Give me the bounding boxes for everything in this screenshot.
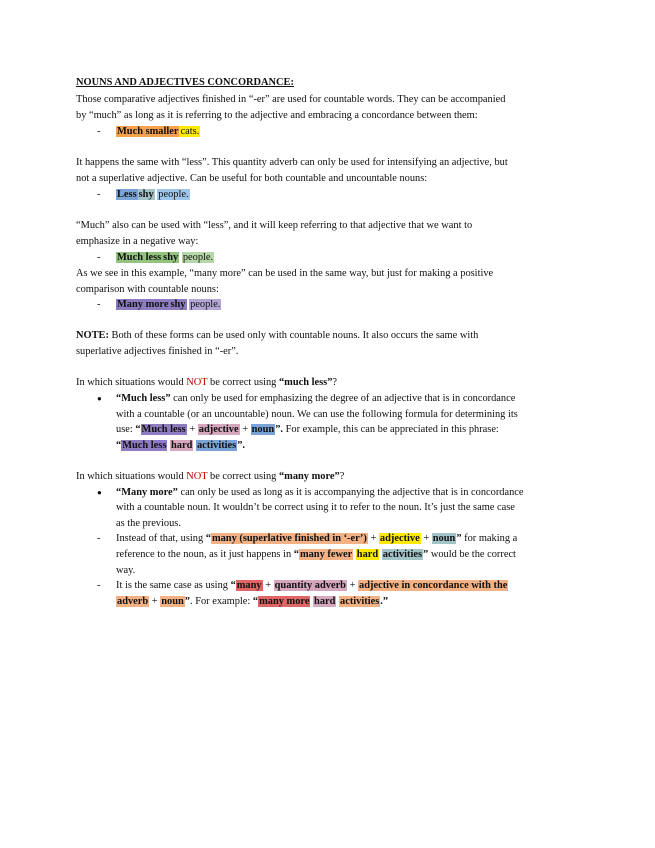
paragraph-line: comparison with countable nouns: — [76, 284, 219, 295]
document-title: NOUNS AND ADJECTIVES CONCORDANCE: — [76, 77, 294, 88]
formula-term: adjective — [198, 424, 239, 435]
highlight-term: Many more — [117, 299, 169, 310]
bullet-marker: ● — [97, 394, 102, 403]
not-emphasis: NOT — [186, 471, 208, 482]
paragraph-line: by “much” as long as it is referring to the adjective and embracing a concordance between them: — [76, 110, 478, 121]
document-page: NOUNS AND ADJECTIVES CONCORDANCE: Those comparative adjectives finished in “-er” are used for countable words. They can be accompanied by “much” as long as it is referring to the adjective and embracing a concordance between them: - Much smaller cats. It happens the same with “less”. This quantity adverb can only be used for intensifying an adjective, but not a superlative adjective. Can be useful for both countable and uncountable nouns: - Less shy people. “Much” also can be used with “less”, and it will keep referring to that adjective that we want to emphasize in a negative way: - Much less shy people. As we see in this example, “many more” can be used in the same way, but just for making a positive comparison with countable nouns: - Many more shy people. NOTE: Both of these forms can be used only with countable nouns. It also occurs the same with superlative adjectives finished in “-er”. In which situations would NOT be correct using “much less”? ● “Much less” can only be used for emphasizing the degree of an adjective that is in concordance with a countable (or an uncountable) noun. We can use the following formula for determining its use: “Much less + adjective + noun”. For example, this can be appreciated in this phrase: “Much less hard activities”. In which situations would NOT be correct using “many more”? ● “Many more” can only be used as long as it is accompanying the adjective that is in concordance with a countable noun. It wouldn’t be correct using it to refer to the noun. It’s just the same case as the previous. - Instead of that, using “many (superlative finished in ‘-er’) + adjective + noun” for making a reference to the noun, as it just happens in “many fewer hard activities” would be the correct way. - It is the same case as using “many + quantity adverb + adjective in concordance with the adverb + noun”. For example: “many more hard activities.” — [76, 77, 524, 607]
highlight-term: Much smaller — [117, 126, 179, 137]
formula-term: noun — [161, 596, 184, 607]
highlight-term: shy — [138, 189, 154, 200]
paragraph-line: It happens the same with “less”. This quantity adverb can only be used for intensifying an adjective, but — [76, 157, 508, 168]
highlight-term: people. — [190, 299, 221, 310]
question-heading: In which situations would NOT be correct using “much less”? — [76, 377, 338, 388]
highlight-term: people. — [158, 189, 189, 200]
dash-marker: - — [97, 533, 101, 544]
paragraph-line: “Much” also can be used with “less”, and it will keep referring to that adjective that we want to — [76, 220, 473, 231]
bullet-marker: ● — [97, 488, 102, 497]
highlight-term: people. — [182, 252, 214, 263]
example-term: hard — [170, 440, 193, 451]
paragraph-line: As we see in this example, “many more” can be used in the same way, but just for making a positive — [76, 268, 494, 279]
dash-marker: - — [97, 126, 101, 137]
highlight-term: Less — [117, 189, 137, 200]
highlight-term: shy — [163, 252, 179, 263]
formula-term: adjective in concordance with the — [359, 580, 508, 591]
formula-term: quantity adverb — [274, 580, 346, 591]
note-line: superlative adjectives finished in “-er”. — [76, 346, 239, 357]
dash-marker: - — [97, 580, 101, 591]
note-line: NOTE: Both of these forms can be used only with countable nouns. It also occurs the same with — [76, 330, 479, 341]
paragraph-line: not a superlative adjective. Can be useful for both countable and uncountable nouns: — [76, 173, 428, 184]
formula-term: noun — [432, 533, 456, 544]
formula-term: many — [236, 580, 262, 591]
example-term: hard — [314, 596, 336, 607]
paragraph-line: emphasize in a negative way: — [76, 236, 199, 247]
note-label: NOTE: — [76, 330, 109, 341]
paragraph-line: Those comparative adjectives finished in “-er” are used for countable words. They can be accompanied — [76, 94, 506, 105]
example-term: many more — [259, 596, 310, 607]
formula-term: Much less — [141, 424, 186, 435]
highlight-term: Much less — [117, 252, 162, 263]
dash-marker: - — [97, 299, 101, 310]
example-term: hard — [356, 549, 379, 560]
highlight-term: cats. — [180, 126, 200, 137]
formula-term: adverb — [117, 596, 149, 607]
formula-term: many (superlative finished in ‘-er’) — [211, 533, 367, 544]
not-emphasis: NOT — [186, 377, 208, 388]
example-term: Much less — [122, 440, 167, 451]
dash-marker: - — [97, 252, 101, 263]
example-term: activities — [196, 440, 237, 451]
highlight-term: shy — [170, 299, 186, 310]
formula-term: adjective — [379, 533, 420, 544]
formula-term: noun — [251, 424, 275, 435]
example-term: activities — [340, 596, 380, 607]
example-term: activities — [382, 549, 423, 560]
dash-marker: - — [97, 189, 101, 200]
question-heading: In which situations would NOT be correct using “many more”? — [76, 471, 345, 482]
example-term: many fewer — [299, 549, 353, 560]
